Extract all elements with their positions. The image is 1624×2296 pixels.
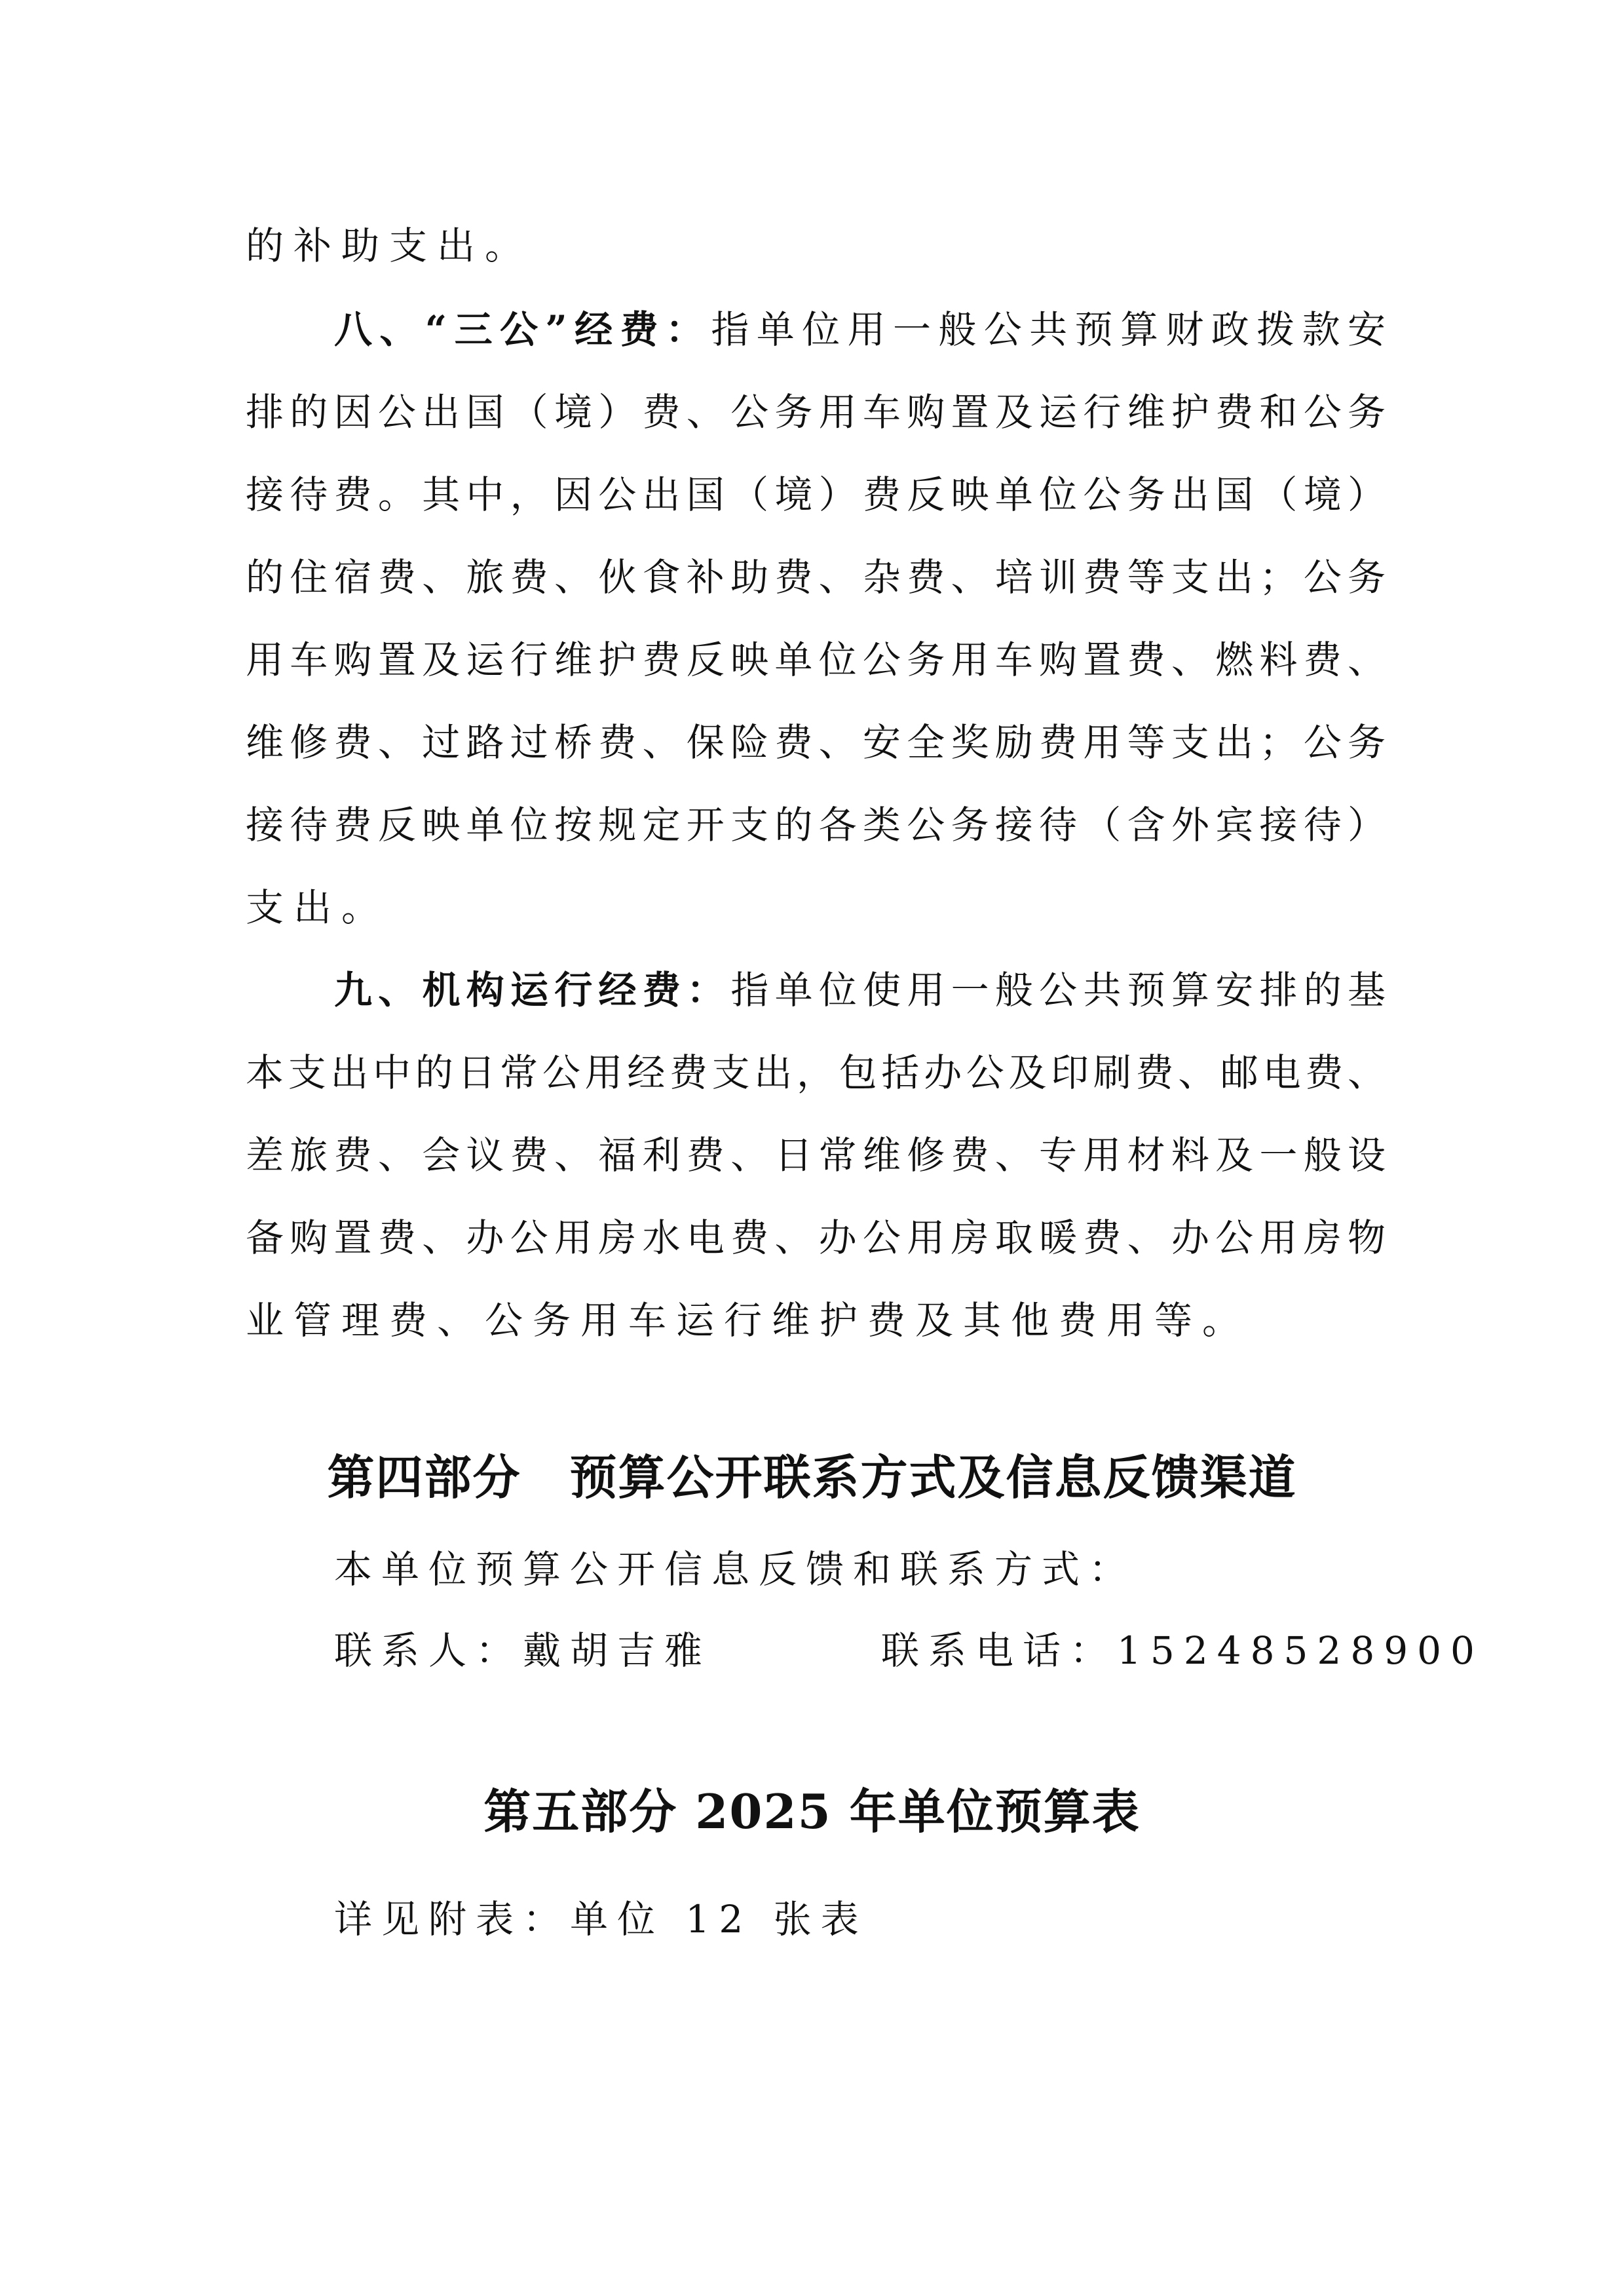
part5-title: 第五部分 2025 年单位预算表	[483, 1784, 1141, 1839]
item9-line-0: 指单位使用一般公共预算安排的基	[730, 968, 1386, 1012]
paragraph-tail-line: 的补助支出。	[246, 223, 533, 268]
part4-title: 第四部分 预算公开联系方式及信息反馈渠道	[327, 1449, 1297, 1505]
item8-line-6: 接待费反映单位按规定开支的各类公务接待（含外宾接待）	[246, 803, 1386, 847]
part5-detail: 详见附表：单位 12 张表	[334, 1897, 868, 1942]
contact-phone	[881, 1628, 1484, 1674]
item8-first-line	[334, 307, 1386, 353]
item8-line-3: 的住宿费、旅费、伙食补助费、杂费、培训费等支出；公务	[246, 555, 1386, 600]
contact-label: 联系人：	[334, 1628, 523, 1673]
item8-line-2: 接待费。其中，因公出国（境）费反映单位公务出国（境）	[246, 472, 1386, 517]
item9-first-line	[334, 967, 1386, 1013]
item9-line-2: 差旅费、会议费、福利费、日常维修费、专用材料及一般设	[246, 1133, 1386, 1177]
contact-person	[334, 1628, 711, 1674]
item9-label: 九、机构运行经费：	[334, 968, 731, 1012]
item9-line-3: 备购置费、办公用房水电费、办公用房取暖费、办公用房物	[246, 1215, 1386, 1260]
item8-line-1: 排的因公出国（境）费、公务用车购置及运行维护费和公务	[246, 390, 1386, 434]
item8-line-5: 维修费、过路过桥费、保险费、安全奖励费用等支出；公务	[246, 720, 1386, 765]
item8-label: 八、“三公”经费：	[334, 307, 711, 352]
phone-label: 联系电话：	[881, 1628, 1118, 1673]
item8-line-0: 指单位用一般公共预算财政拨款安	[711, 307, 1386, 352]
item8-line-7: 支出。	[246, 885, 390, 930]
item9-line-1: 本支出中的日常公用经费支出，包括办公及印刷费、邮电费、	[246, 1050, 1386, 1095]
part4-intro: 本单位预算公开信息反馈和联系方式：	[334, 1547, 1137, 1592]
phone-number: 15248528900	[1117, 1628, 1484, 1673]
item8-line-4: 用车购置及运行维护费反映单位公务用车购置费、燃料费、	[246, 638, 1386, 682]
item9-line-4: 业管理费、公务用车运行维护费及其他费用等。	[246, 1298, 1251, 1343]
contact-name: 戴胡吉雅	[523, 1628, 712, 1673]
